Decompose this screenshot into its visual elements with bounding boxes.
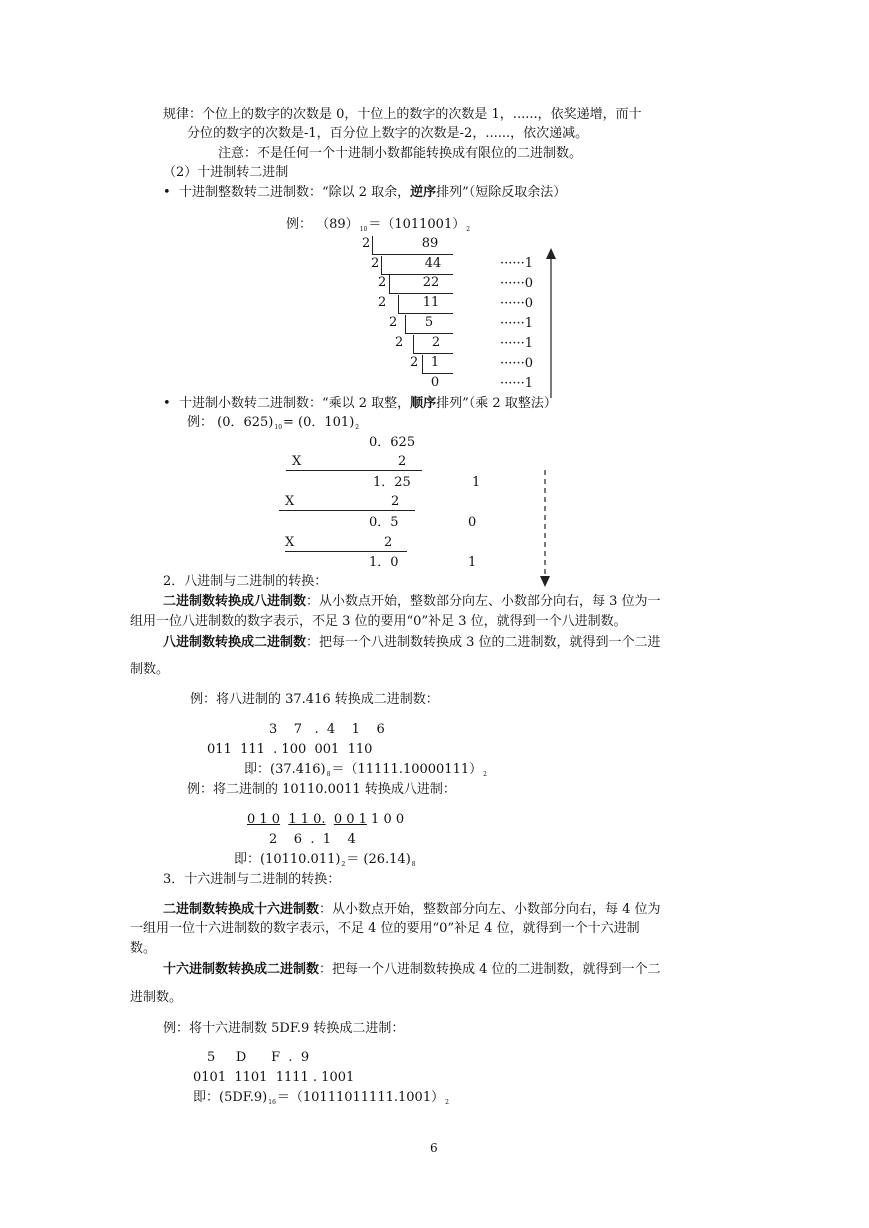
multiplier: 2 (391, 494, 400, 509)
oct-example-2-digits: 2 6 . 1 4 (269, 832, 356, 847)
division-bracket (389, 275, 390, 293)
frac-result: 1．0 (369, 555, 399, 570)
oct-example-1-digits: 3 7 . 4 1 6 (269, 722, 385, 737)
division-bar (422, 373, 453, 374)
int-rule-suffix: 排列”（短除反取余法） (436, 185, 567, 200)
rule-line-2: 分位的数字的次数是-1，百分位上数字的次数是-2，......，依次递减。 (187, 126, 589, 141)
forward-order-arrow (538, 470, 552, 588)
frac-result: 0．5 (369, 515, 399, 530)
mult-sign: X (292, 454, 302, 469)
frac-bit: 1 (468, 555, 477, 570)
int-example-base-in: 10 (359, 226, 368, 233)
b2h-line-1 (163, 902, 661, 918)
note-line: 注意：不是任何一个十进制小数都能转换成有限位的二进制数。 (218, 146, 583, 161)
quotient: 5 (424, 315, 434, 330)
bullet: • (163, 396, 179, 411)
b2o-line-1 (163, 594, 661, 610)
remainder: ······1 (500, 336, 534, 351)
divisor: 2 (371, 256, 380, 271)
quotient: 0 (430, 375, 440, 390)
hex-result-mid: ＝（10111011111.1001） (276, 1090, 445, 1105)
reverse-order-arrow (544, 248, 558, 398)
o2b-bold: 八进制数转换成二进制数 (163, 635, 307, 650)
oct-ex1-base-in: 8 (326, 771, 331, 778)
o2b-text: ：把每一个八进制数转换成 3 位的二进制数，就得到一个二进 (306, 635, 661, 650)
frac-result: 1．25 (373, 475, 411, 490)
frac-bit: 0 (468, 515, 477, 530)
division-bracket (398, 295, 399, 313)
binary-group: 0 0 1 (333, 812, 367, 827)
mult-bar (279, 510, 415, 511)
h2b-line-2: 进制数。 (130, 990, 183, 1005)
mult-sign: X (285, 494, 295, 509)
frac-example-base-out: 2 (355, 424, 360, 431)
division-bar (389, 293, 453, 294)
int-example-base-out: 2 (466, 226, 471, 233)
section-heading-dec-bin: （2）十进制转二进制 (163, 165, 289, 180)
b2h-bold: 二进制数转换成十六进制数 (163, 902, 320, 917)
int-rule (163, 185, 566, 201)
section-heading-hex: 3．十六进制与二进制的转换： (163, 872, 341, 887)
divisor: 2 (395, 335, 404, 350)
remainder: ······0 (500, 276, 534, 291)
quotient: 1 (430, 355, 440, 370)
divisor: 2 (410, 355, 419, 370)
division-bracket (381, 256, 382, 274)
int-example (286, 217, 471, 238)
oct-ex2-result-mid: ＝ (26.14) (346, 852, 411, 867)
frac-example-mid: = (0．101) (283, 415, 355, 430)
multiplier: 2 (398, 454, 407, 469)
frac-rule-suffix: 排列”（乘 2 取整法） (436, 396, 557, 411)
b2h-line-3: 数。 (130, 941, 157, 956)
o2b-line-1 (163, 635, 661, 651)
oct-example-1-groups: 011 111 . 100 001 110 (207, 742, 373, 757)
frac-rule-prefix: 十进制小数转二进制数：“乘以 2 取整， (178, 396, 411, 411)
division-bar (398, 313, 453, 314)
quotient: 22 (422, 275, 440, 290)
oct-example-2-groups (247, 812, 404, 828)
frac-example (187, 415, 360, 436)
division-bar (372, 254, 453, 255)
int-example-prefix: 例： （89） (286, 217, 359, 232)
multiplier: 2 (384, 535, 393, 550)
quotient: 11 (422, 295, 440, 310)
int-rule-bold: 逆序 (410, 185, 437, 200)
bullet: • (163, 185, 179, 200)
binary-group: 0 1 0 (247, 812, 281, 827)
binary-group: 1 0 0 (371, 812, 405, 827)
frac-example-prefix: 例： (0．625) (187, 415, 274, 430)
h2b-text: ：把每一个八进制数转换成 4 位的二进制数，就得到一个二 (319, 962, 661, 977)
remainder: ······1 (500, 376, 534, 391)
b2o-text: ：从小数点开始，整数部分向左、小数部分向右，每 3 位为一 (306, 594, 661, 609)
oct-ex2-result-prefix: 即：(10110.011) (234, 852, 341, 867)
remainder: ······0 (500, 356, 534, 371)
division-bracket (405, 315, 406, 333)
oct-ex1-result-prefix: 即：(37.416) (244, 762, 326, 777)
hex-example-title: 例：将十六进制数 5DF.9 转换成二进制： (163, 1021, 405, 1036)
remainder: ······1 (500, 316, 534, 331)
oct-ex1-result-mid: ＝（11111.10000111） (331, 762, 483, 777)
frac-start: 0．625 (369, 435, 416, 450)
hex-example-groups: 0101 1101 1111 . 1001 (193, 1070, 355, 1085)
hex-example-digits: 5 D F . 9 (207, 1050, 310, 1065)
division-bar (405, 333, 453, 334)
division-bar (413, 353, 453, 354)
oct-example-1-title: 例：将八进制的 37.416 转换成二进制数： (190, 692, 439, 707)
b2h-text: ：从小数点开始，整数部分向左、小数部分向右，每 4 位为 (319, 902, 661, 917)
binary-dot: . (321, 812, 326, 827)
hex-example-result (193, 1090, 450, 1111)
divisor: 2 (389, 315, 398, 330)
frac-bit: 1 (472, 475, 481, 490)
hex-result-prefix: 即：(5DF.9) (193, 1090, 268, 1105)
h2b-bold: 十六进制数转换成二进制数 (163, 962, 320, 977)
mult-bar (286, 470, 422, 471)
oct-example-2-result (234, 852, 417, 873)
mult-sign: X (285, 535, 295, 550)
section-heading-oct: 2．八进制与二进制的转换： (163, 574, 328, 589)
hex-base-out: 2 (445, 1099, 449, 1106)
oct-example-1-result (244, 762, 488, 783)
page-number: 6 (430, 1141, 438, 1155)
division-bracket (413, 335, 414, 353)
divisor: 2 (378, 295, 387, 310)
division-bracket (372, 236, 373, 254)
hex-base-in: 16 (268, 1099, 276, 1106)
quotient: 89 (421, 236, 439, 251)
b2o-line-2: 组用一位八进制数的数字表示，不足 3 位的要用“0”补足 3 位，就得到一个八进制数。 (130, 614, 627, 629)
h2b-line-1 (163, 962, 661, 978)
oct-ex2-base-out: 8 (411, 861, 416, 868)
b2h-line-2: 一组用一位十六进制数的数字表示，不足 4 位的要用“0”补足 4 位，就得到一个十六进制 (130, 921, 640, 936)
b2o-bold: 二进制数转换成八进制数 (163, 594, 307, 609)
oct-example-2-title: 例：将二进制的 10110.0011 转换成八进制： (187, 782, 456, 797)
quotient: 2 (431, 335, 441, 350)
divisor: 2 (362, 236, 371, 251)
mult-bar (285, 551, 407, 552)
oct-ex2-base-in: 2 (341, 861, 346, 868)
rule-line-1: 规律：个位上的数字的次数是 0，十位上的数字的次数是 1，......，依奖递增，而十 (163, 107, 642, 122)
remainder: ······1 (500, 256, 534, 271)
divisor: 2 (378, 275, 387, 290)
remainder: ······0 (500, 296, 534, 311)
int-rule-prefix: 十进制整数转二进制数：“除以 2 取余， (178, 185, 411, 200)
int-example-mid: ＝（1011001） (368, 217, 466, 232)
quotient: 44 (424, 256, 442, 271)
o2b-line-2: 制数。 (130, 662, 170, 677)
frac-example-base-in: 10 (274, 424, 283, 431)
binary-group: 1 1 0 (288, 812, 322, 827)
frac-rule (163, 396, 557, 412)
oct-ex1-base-out: 2 (483, 771, 487, 778)
frac-rule-bold: 顺序 (410, 396, 437, 411)
